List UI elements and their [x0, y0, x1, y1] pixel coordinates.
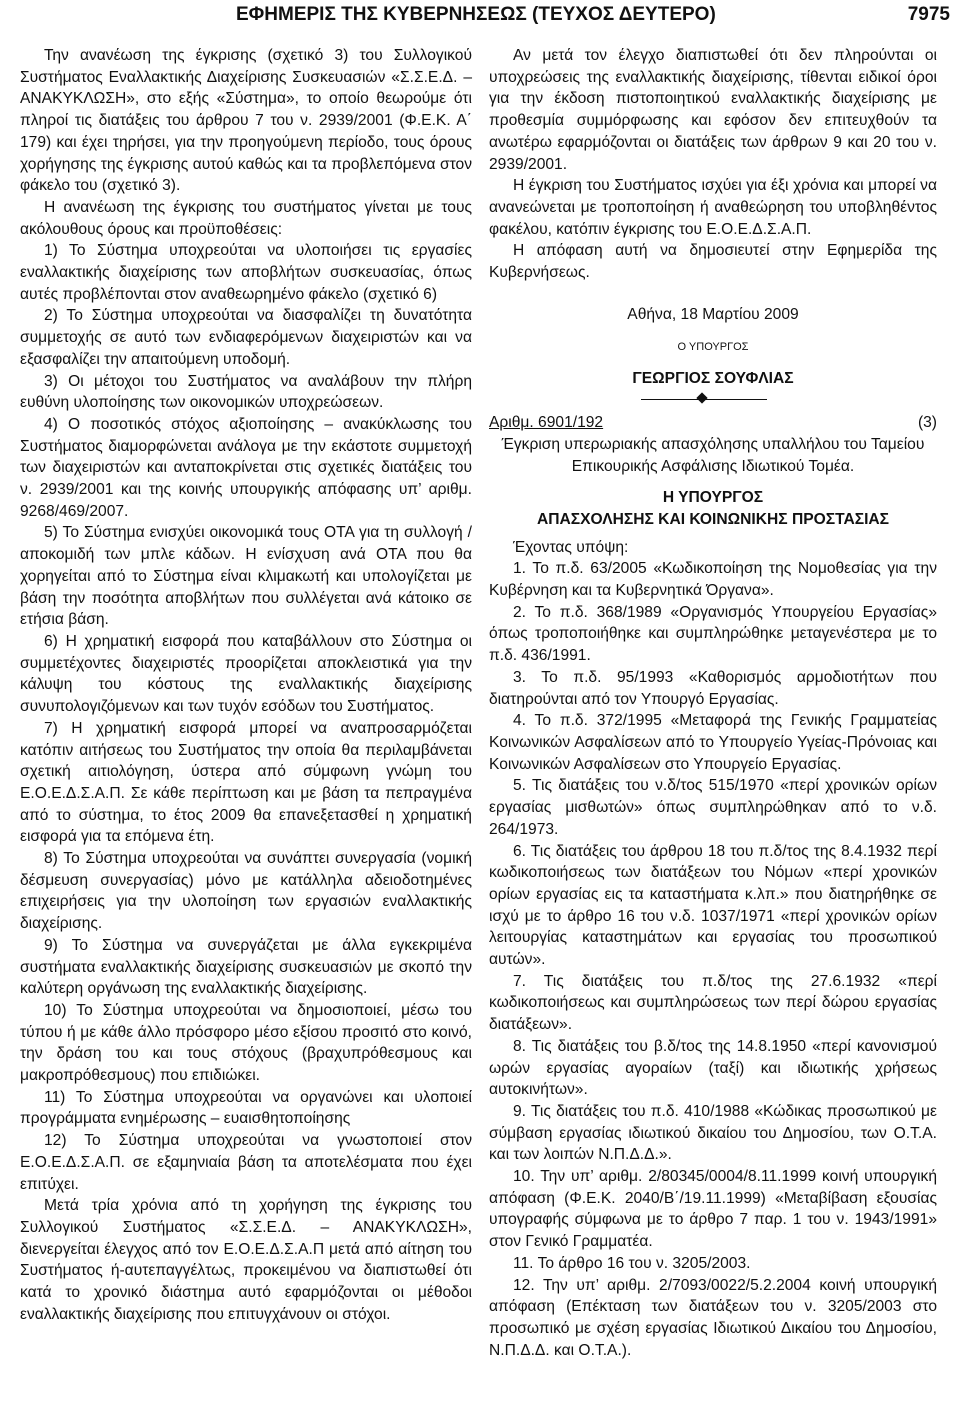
review-paragraph: Μετά τρία χρόνια από τη χορήγηση της έγκρισης του Συλλογικού Συστήματος «Σ.Σ.Ε.Δ. – ΑΝΑΚΥΚΛΩΣΗ», διενεργείται έλεγχος από τον Ε.Ο.Ε.Δ.Σ.Α.Π μετά από αίτηση του Συστήματος ή-αυτεπαγγέλτως, προκειμένου να διαπιστωθεί ότι κατά το χρονικό διάστημα αυτό εφαρμόζονται οι μέθοδοι εναλλακτικής διαχείρισης που επιτυγχάνουν οι στόχοι. — [20, 1197, 472, 1323]
decision-title: Έγκριση υπερωριακής απασχόλησης υπαλλήλου του Ταμείου Επικουρικής Ασφάλισης Ιδιωτικού Τομέα. — [501, 435, 925, 475]
condition-8: 8) Το Σύστημα υποχρεούται να συνάπτει συνεργασία (νομική δέσμευση συνεργασίας) μόνο με κατάλληλα αδειοδοτημένες επιχειρήσεις για την υλοποίηση των εργασιών εναλλακτικής διαχείρισης. — [20, 850, 472, 933]
regard-item-7: 7. Τις διατάξεις του π.δ/τος της 27.6.1932 «περί κωδικοποιήσεως και συμπληρώσεως των περί δώρου εργασίας διατάξεων». — [489, 972, 937, 1034]
gazette-title: ΕΦΗΜΕΡΙΣ ΤΗΣ ΚΥΒΕΡΝΗΣΕΩΣ (ΤΕΥΧΟΣ ΔΕΥΤΕΡΟ) — [236, 4, 716, 25]
condition-1: 1) Το Σύστημα υποχρεούται να υλοποιήσει τις εργασίες εναλλακτικής διαχείρισης των αποβλήτων συσκευασίας, όπως αυτές προβλέπονται στον αναθεωρημένο φάκελο (σχετικό 6) — [20, 242, 472, 303]
decision-index: (3) — [917, 413, 937, 431]
condition-7: 7) Η χρηματική εισφορά μπορεί να αναπροσαρμόζεται κατόπιν αιτήσεως του Συστήματος την οποία θα περιλαμβάνεται σχετική αιτιολόγηση, ύστερα από σύμφωνη γνώμη του Ε.Ο.Ε.Δ.Σ.Α.Π. Σε κάθε περίπτωση και με βάση τα πεπραγμένα από το σύστημα, το έτος 2009 θα επανεξετασθεί η χρηματική εισφορά για τα επόμενα έτη. — [20, 719, 472, 846]
decision-number: Αριθμ. 6901/192 — [489, 413, 604, 431]
having-regard: Έχοντας υπόψη: — [513, 538, 629, 556]
regard-item-4: 4. Το π.δ. 372/1995 «Μεταφορά της Γενικής Γραμματείας Κοινωνικών Ασφαλίσεων από το Υπουργείο Υγείας-Πρόνοιας και Κοινωνικών Ασφαλίσεων στο Υπουργείο Εργασίας. — [489, 712, 937, 773]
regard-item-1: 1. Το π.δ. 63/2005 «Κωδικοποίηση της Νομοθεσίας για την Κυβέρνηση και τα Κυβερνητικά Όργανα». — [489, 560, 937, 600]
regard-item-5: 5. Τις διατάξεις του ν.δ/τος 515/1970 «περί χρονικών ορίων εργασίας μισθωτών» όπως συμπληρώθηκαν από το ν.δ. 264/1973. — [489, 777, 937, 838]
regard-item-6: 6. Τις διατάξεις του άρθρου 18 του π.δ/τος της 8.4.1932 περί κωδικοποιήσεως των διατάξεων του Νόμων «περί χρονικών ορίων εργασίας εις τα καταστήματα κ.λπ.» που διατηρήθηκε σε ισχύ με το άρθρο 16 του ν.δ. 1037/1971 «περί χρονικών ορίων λειτουργίας καταστημάτων και εργασίας του προσωπικού αυτών». — [489, 842, 937, 969]
place-date: Αθήνα, 18 Μαρτίου 2009 — [627, 305, 799, 323]
condition-10: 10) Το Σύστημα υποχρεούται να δημοσιοποιεί, μέσω του τύπου ή με κάθε άλλο πρόσφορο μέσο εξίσου προσιτό στο κοινό, την δράση του και τους στόχους (βραχυπρόθεσμους και μακροπρόθεσμους) που επιδιώκει. — [20, 1001, 472, 1085]
condition-4: 4) Ο ποσοτικός στόχος αξιοποίησης – ανακύκλωσης του Συστήματος διαμορφώνεται ανάλογα με την εκάστοτε συμμετοχή των διαχειριστών και ανταποκρίνεται στις σχετικές διατάξεις του ν. 2939/2001 και της κοινής υπουργικής απόφασης υπ’ αριθμ. 9268/469/2007. — [20, 415, 472, 520]
validity-paragraph: Η έγκριση του Συστήματος ισχύει για έξι χρόνια και μπορεί να ανανεώνεται με τροποποίηση ή αναθεώρηση του υποβληθέντος φακέλου, κατόπιν έγκρισης του Ε.Ο.Ε.Δ.Σ.Α.Π. — [489, 177, 937, 238]
publication-paragraph: Η απόφαση αυτή να δημοσιευτεί στην Εφημερίδα της Κυβερνήσεως. — [489, 242, 937, 282]
minister-name: ΓΕΩΡΓΙΟΣ ΣΟΥΦΛΙΑΣ — [632, 370, 794, 388]
authority-line-1: Η ΥΠΟΥΡΓΟΣ — [662, 489, 764, 507]
regard-item-11: 11. Το άρθρο 16 του ν. 3205/2003. — [513, 1254, 751, 1272]
diamond-ornament-icon — [696, 392, 707, 403]
minister-title: Ο ΥΠΟΥΡΓΟΣ — [677, 341, 749, 354]
renewal-paragraph: Την ανανέωση της έγκρισης (σχετικό 3) του Συλλογικού Συστήματος Εναλλακτικής Διαχείρισης Συσκευασιών «Σ.Σ.Ε.Δ. – ΑΝΑΚΥΚΛΩΣΗ», στο εξής «Σύστημα», το οποίο θεωρούμε ότι πληροί τις διατάξεις του άρθρου 7 του ν. 2939/2001 (Φ.Ε.Κ. Α΄ 179) και έχει τηρήσει, για την προηγούμενη περίοδο, τους όρους χορήγησης της έγκρισης αυτού καθώς και τα προβλεπόμενα στον φάκελο του (σχετικό 3). — [20, 47, 472, 195]
condition-12: 12) Το Σύστημα υποχρεούται να γνωστοποιεί στον Ε.Ο.Ε.Δ.Σ.Α.Π. σε εξαμηνιαία βάση τα αποτελέσματα που έχει επιτύχει. — [20, 1132, 472, 1193]
left-column — [20, 45, 472, 1325]
condition-6: 6) Η χρηματική εισφορά που καταβάλλουν στο Σύστημα οι συμμετέχοντες διαχειριστές προορίζεται αποκλειστικά για την κάλυψη του κόστους της εναλλακτικής διαχείρισης συνυπολογιζόμενων και των τυχόν εσόδων του Συστήματος. — [20, 632, 472, 716]
regard-item-12: 12. Την υπ’ αριθμ. 2/7093/0022/5.2.2004 κοινή υπουργική απόφαση (Επέκταση των διατάξεων του ν. 3205/2003 στο προσωπικό με σχέση εργασίας Ιδιωτικού Δικαίου του Δημοσίου, Ν.Π.Δ.Δ. και Ο.Τ.Α.). — [489, 1276, 937, 1359]
non-compliance-paragraph: Αν μετά τον έλεγχο διαπιστωθεί ότι δεν πληρούνται οι υποχρεώσεις της εναλλακτικής διαχείρισης, τίθενται ειδικοί όροι για την έκδοση πιστοποιητικού εναλλακτικής διαχείρισης με προθεσμία συμμόρφωσης και εφόσον δεν επιτευχθούν τα ανωτέρω εφαρμόζονται οι διατάξεις των άρθρων 9 και 20 του ν. 2939/2001. — [489, 47, 937, 173]
condition-9: 9) Το Σύστημα να συνεργάζεται με άλλα εγκεκριμένα συστήματα εναλλακτικής διαχείρισης συσκευασιών με σκοπό την καλύτερη οργάνωση της εναλλακτικής διαχείρισης. — [20, 936, 472, 998]
page-number: 7975 — [907, 4, 950, 25]
regard-item-3: 3. Το π.δ. 95/1993 «Καθορισμός αρμοδιοτήτων που διατηρούνται από τον Υπουργό Εργασίας. — [489, 668, 937, 708]
regard-item-2: 2. Το π.δ. 368/1989 «Οργανισμός Υπουργείου Εργασίας» όπως τροποποιήθηκε και συμπληρώθηκε μεταγενέστερα με το π.δ. 436/1991. — [489, 603, 937, 665]
condition-2: 2) Το Σύστημα υποχρεούται να διασφαλίζει τη δυνατότητα συμμετοχής σε αυτό των ενδιαφερόμενων διαχειριστών και να εξασφαλίζει την απαιτούμενη υποδομή. — [20, 307, 472, 368]
conditions-intro: Η ανανέωση της έγκρισης του συστήματος γίνεται με τους ακόλουθους όρους και προϋποθέσεις: — [20, 198, 472, 238]
page-header — [0, 0, 960, 30]
section-divider — [489, 392, 937, 406]
regard-item-9: 9. Τις διατάξεις του π.δ. 410/1988 «Κώδικας προσωπικού με σύμβαση εργασίας ιδιωτικού δικαίου του Δημοσίου, των Ο.Τ.Α. και των λοιπών Ν.Π.Δ.Δ.». — [489, 1102, 937, 1164]
regard-item-8: 8. Τις διατάξεις του β.δ/τος της 14.8.1950 «περί κανονισμού ωρών εργασίας αγοραίων (ταξί) και ιδιωτικής χρήσεως αυτοκινήτων». — [489, 1037, 937, 1099]
regard-item-10: 10. Την υπ’ αριθμ. 2/80345/0004/8.11.1999 κοινή υπουργική απόφαση (Φ.Ε.Κ. 2040/Β΄/19.11.1999) «Μεταβίβαση εξουσίας υπογραφής σύμφωνα με το άρθρο 7 παρ. 1 του ν. 1943/1991» στον Γενικό Γραμματέα. — [489, 1168, 937, 1251]
condition-5: 5) Το Σύστημα ενισχύει οικονομικά τους ΟΤΑ για τη συλλογή / αποκομιδή των μπλε κάδων. Η ενίσχυση ανά ΟΤΑ που θα χορηγείται από το Σύστημα είναι κλιμακωτή και υπολογίζεται με βάση την ποσότητα αποβλήτων που συλλέγεται ανά κάτοικο σε ετήσια βάση. — [20, 524, 472, 629]
condition-3: 3) Οι μέτοχοι του Συστήματος να αναλάβουν την πλήρη ευθύνη υλοποίησης των οικονομικών υποχρεώσεων. — [20, 372, 472, 412]
authority-line-2: ΑΠΑΣΧΟΛΗΣΗΣ ΚΑΙ ΚΟΙΝΩΝΙΚΗΣ ΠΡΟΣΤΑΣΙΑΣ — [536, 510, 890, 528]
condition-11: 11) Το Σύστημα υποχρεούται να οργανώνει και υλοποιεί προγράμματα ενημέρωσης – ευαισθητοποίησης — [20, 1088, 472, 1128]
decision-heading — [489, 412, 937, 434]
right-column — [489, 45, 937, 1361]
